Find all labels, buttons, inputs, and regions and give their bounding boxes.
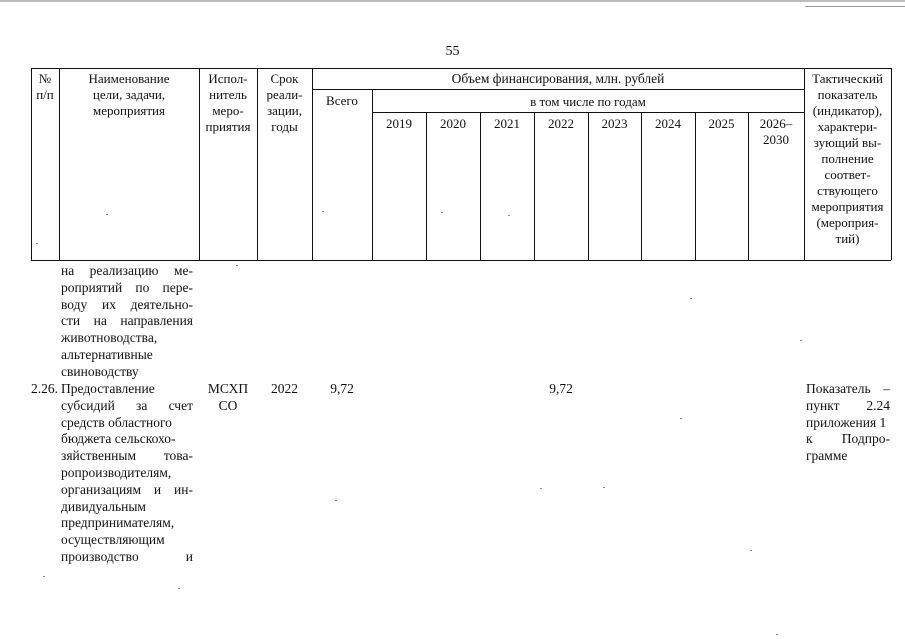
name-line: средств областного [61, 414, 172, 430]
scan-speck [800, 340, 802, 341]
name-line: бюджета сельскохо- [61, 431, 176, 447]
name-line: зяйственным това- [61, 448, 193, 464]
col-line [891, 68, 892, 260]
row-term: 2022 [271, 381, 298, 396]
name-line: сти на направления [61, 313, 193, 329]
header-top-line [31, 68, 891, 69]
scan-speck [178, 588, 180, 589]
scan-speck [106, 214, 108, 215]
scan-speck [36, 243, 38, 244]
scan-speck [236, 265, 238, 266]
row-value-2022: 9,72 [549, 381, 573, 396]
name-line: осуществляющим [61, 532, 165, 548]
header-total: Всего [326, 93, 358, 108]
header-by-year: в том числе по годам [530, 94, 646, 109]
name-line: на реализацию ме- [61, 263, 193, 278]
name-line: животноводства, [61, 330, 158, 346]
scan-speck [603, 487, 605, 488]
scan-speck [335, 500, 337, 501]
name-line: Предоставление [61, 381, 155, 396]
header-name: Наименование цели, задачи, мероприятия [88, 71, 170, 118]
scan-speck [776, 634, 778, 635]
scan-speck [43, 576, 45, 577]
header-year-2022: 2022 [548, 116, 574, 131]
top-rule-right [805, 6, 905, 7]
name-line: производство и [61, 548, 193, 564]
header-year-2025: 2025 [708, 116, 735, 131]
name-line: субсидий за счет [61, 397, 193, 413]
scan-speck [441, 212, 443, 213]
row-name [61, 381, 193, 566]
row-number: 2.26. [31, 381, 58, 396]
scan-speck [508, 215, 510, 216]
header-indicator: Тактический показатель (индикатор), характери- зующий вы- полнение соответ- ствующего мероприятия (мероприя- тий) [811, 71, 884, 246]
scan-speck [690, 298, 692, 299]
funding-title-line [312, 89, 804, 90]
name-line: роприятий по пере- [61, 279, 193, 295]
row-indicator: Показатель – пункт 2.24 приложения 1 к Подпро- грамме [806, 381, 890, 464]
scan-speck [680, 418, 682, 419]
header-executor: Испол- нитель меро- приятия [205, 71, 251, 134]
name-line: организациям и ин- [61, 481, 193, 497]
page-number: 55 [445, 44, 460, 59]
name-line: свиноводству [61, 363, 139, 379]
name-line: дивидуальным [61, 498, 146, 514]
col-line [588, 112, 589, 260]
name-line: воду их деятельно- [61, 296, 193, 312]
header-term: Срок реали- зации, годы [266, 71, 303, 134]
name-line: предпринимателям, [61, 515, 175, 531]
header-year-2024: 2024 [655, 116, 681, 131]
col-line [480, 112, 481, 260]
name-line: ропроизводителям, [61, 464, 172, 480]
scan-speck [322, 211, 324, 212]
scan-speck [750, 550, 752, 551]
header-bottom-line [31, 260, 891, 261]
header-year-2026-2030: 2026– 2030 [759, 116, 793, 147]
name-line: альтернативные [61, 346, 153, 362]
header-year-2019: 2019 [386, 116, 412, 131]
col-line [641, 112, 642, 260]
row-executor: МСХП СО [207, 381, 249, 413]
row-total: 9,72 [330, 381, 354, 396]
col-line [372, 89, 373, 260]
header-funding-title: Объем финансирования, млн. рублей [451, 71, 665, 86]
header-number: № п/п [36, 71, 54, 102]
top-rule [0, 0, 905, 2]
scan-speck [540, 488, 542, 489]
col-line [534, 112, 535, 260]
col-line [695, 112, 696, 260]
header-year-2020: 2020 [440, 116, 466, 131]
row-continuation-name [61, 263, 193, 381]
header-year-2023: 2023 [601, 116, 628, 131]
col-line [426, 112, 427, 260]
header-year-2021: 2021 [494, 116, 520, 131]
